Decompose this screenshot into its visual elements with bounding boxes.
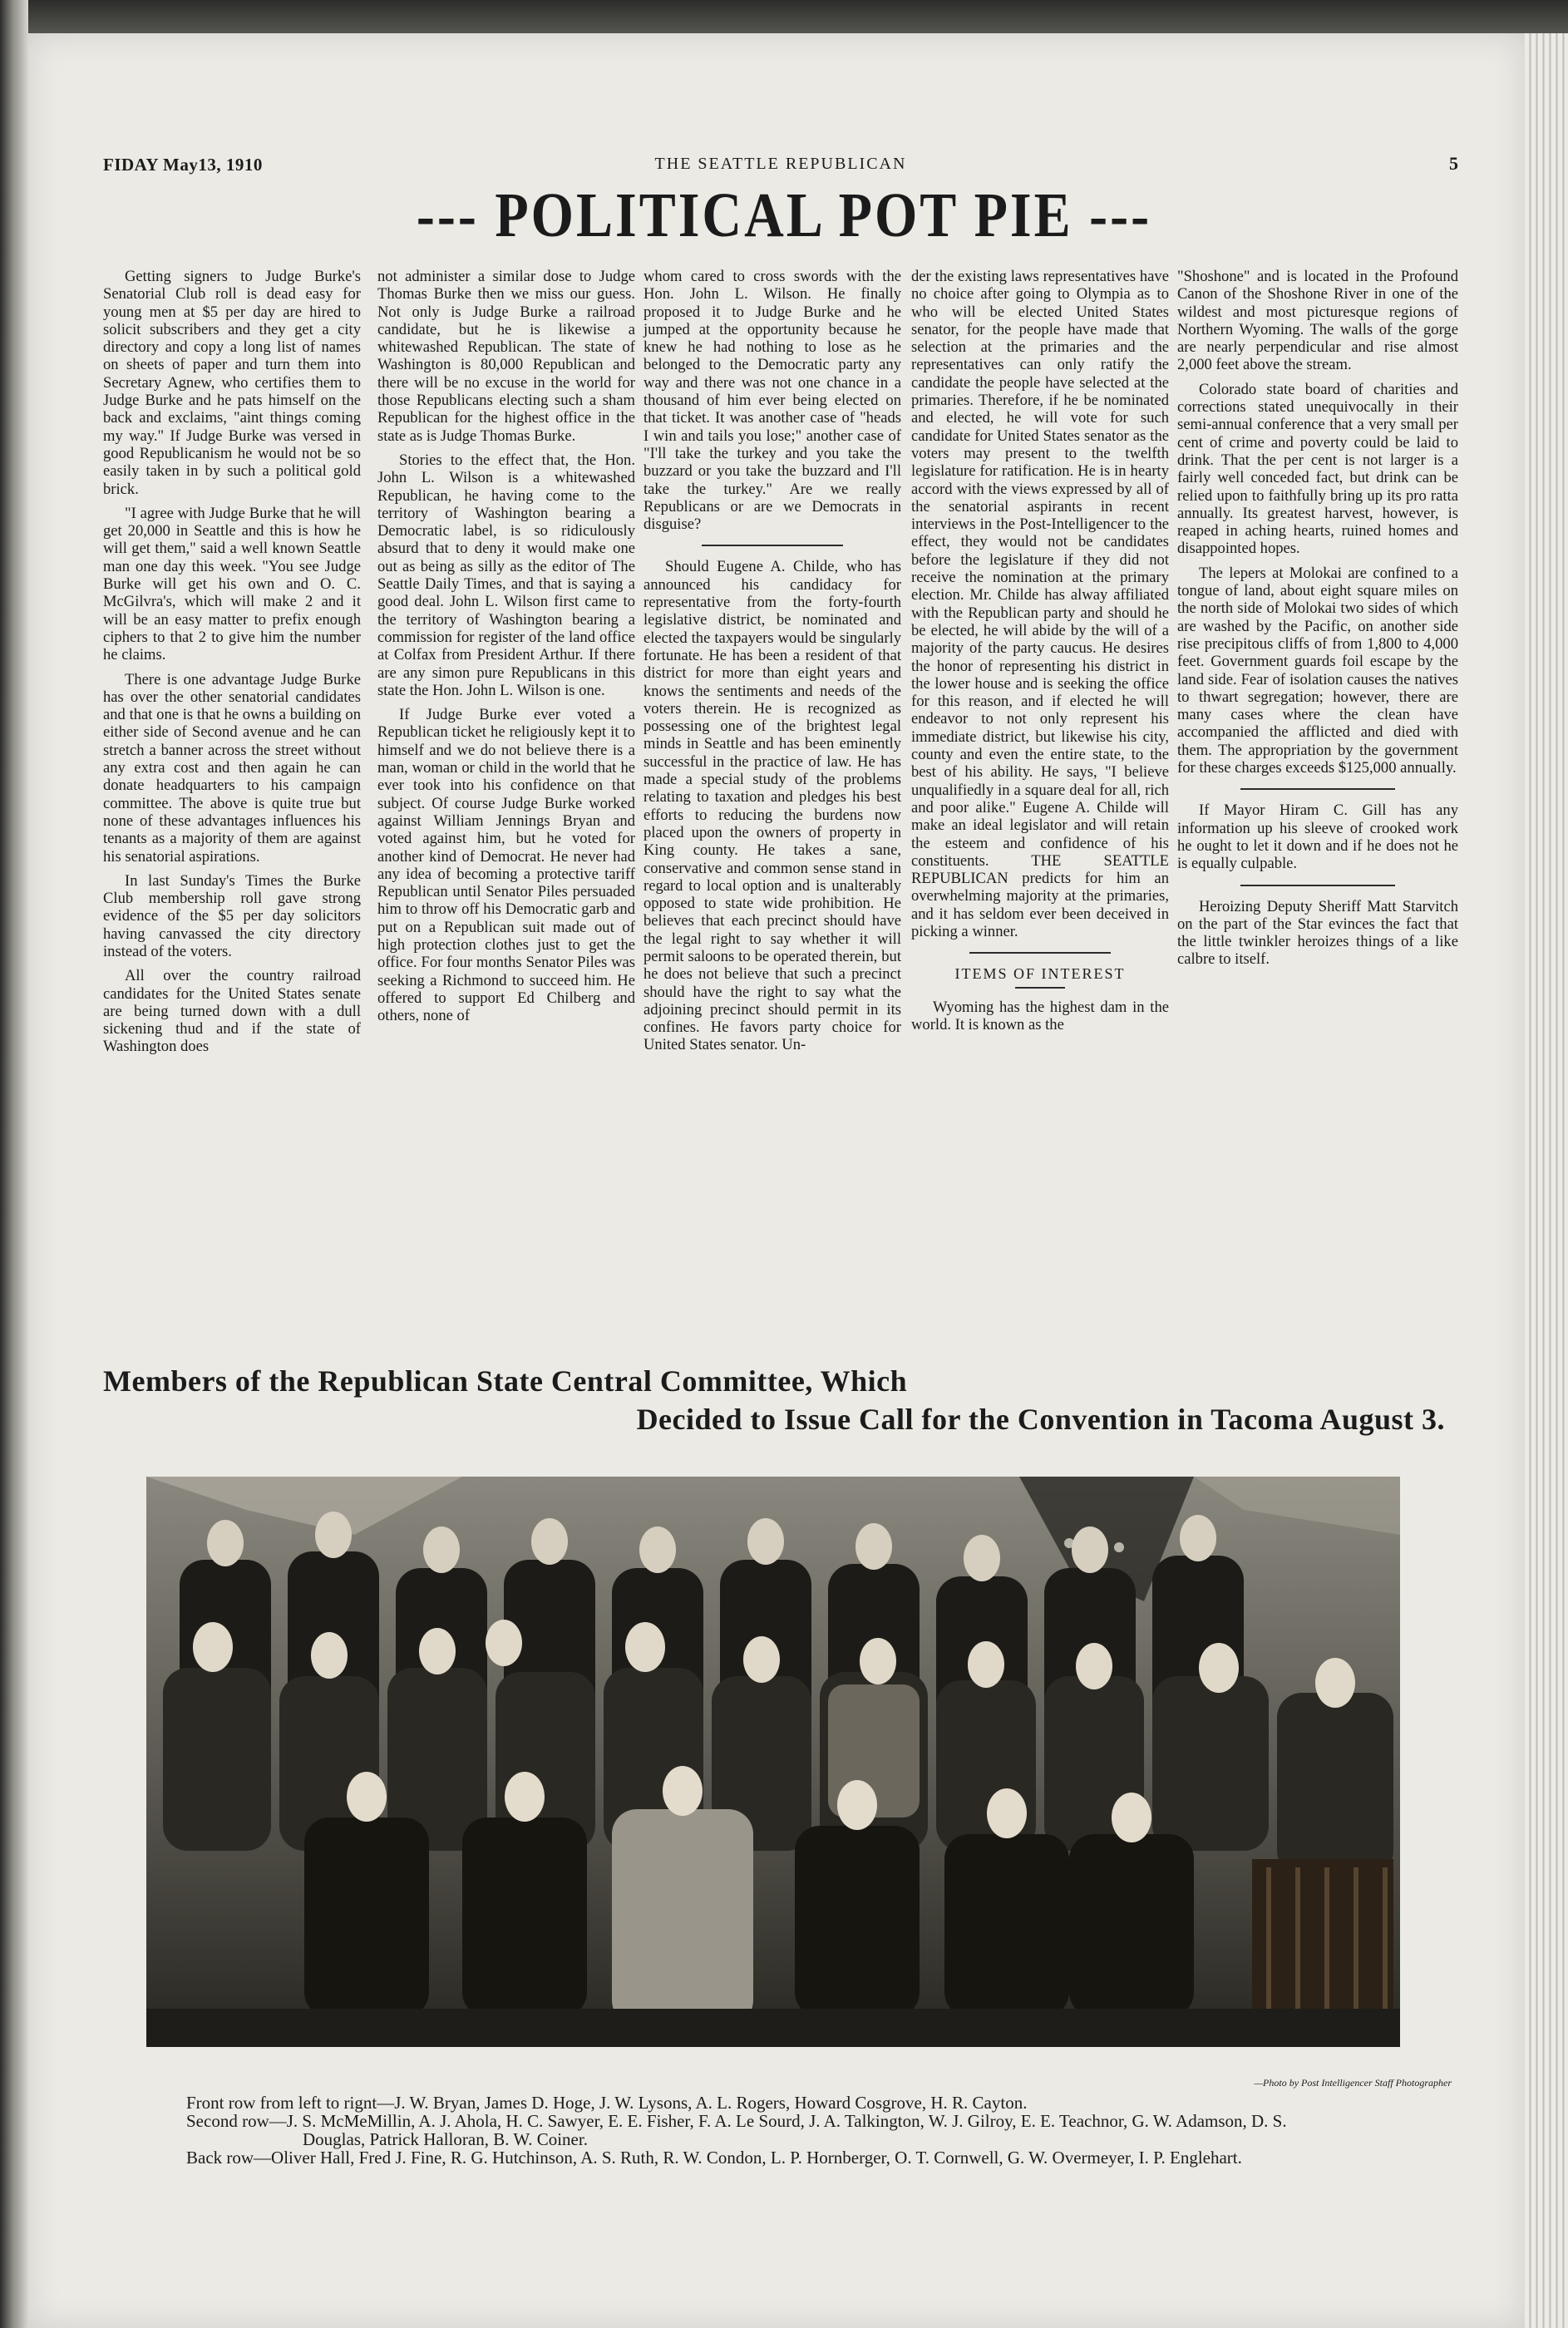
paragraph: There is one advantage Judge Burke has over the other senatorial candidates and that one is that he owns a building on either side of Second avenue and he can stretch a banner across the street without any extra cost and then again he can donate headquarters to his campaign committee. The above is quite true but none of these advantages influences his tenants as a majority of them are against his senatorial aspirations. (103, 670, 361, 866)
article-columns (103, 268, 1458, 1324)
divider (702, 545, 844, 546)
paragraph: whom cared to cross swords with the Hon. John L. Wilson. He finally proposed it to Judge Burke and he jumped at the opportunity because he knew he had nothing to lose as he belonged to the Democratic party any way and there was not one chance in a thousand of him ever being elected on that ticket. It was another case of "heads I win and tails you lose;" another case of "I'll take the turkey and you take the buzzard or you take the buzzard and I'll take the turkey." Are we really Republicans or are we Democrats in disguise? (643, 268, 901, 534)
caption-second-row-cont: Douglas, Patrick Halloran, B. W. Coiner. (303, 2129, 588, 2149)
paragraph: not administer a similar dose to Judge Thomas Burke then we miss our guess. Not only is Judge Burke a railroad candidate, but he is likewise a whitewashed Republican. The state of Washington is 80,000 Republican and there will be no excuse in the world for those Republicans electing such a sham Republican for the highest office in the state as is Judge Thomas Burke. (377, 268, 635, 445)
paper-name: THE SEATTLE REPUBLICAN (654, 155, 907, 173)
column-4 (911, 268, 1169, 1324)
photo-title-line-1: Members of the Republican State Central Committee, Which (103, 1364, 908, 1398)
paragraph: Heroizing Deputy Sheriff Matt Starvitch on the part of the Star evinces the fact that the little twinkler heroizes things of a like calbre to itself. (1177, 897, 1458, 969)
paragraph: If Judge Burke ever voted a Republican ticket he religiously kept it to himself and we do not believe there is a man, woman or child in the world that he ever took into his confidence on that subject. Of course Judge Burke worked against William Jennings Bryan and voted against him, but he voted for another kind of Democrat. He never had any idea of becoming a protective tariff Republican until Senator Piles persuaded him to throw off his Democratic garb and put on a Republican suit made out of high protection clothes just to get the office. For four months Senator Piles was seeking a Richmond to succeed him. He offered to support Ed Chilberg and others, none of (377, 706, 635, 1025)
paragraph: In last Sunday's Times the Burke Club membership roll gave strong evidence of the $5 per day solicitors having canvassed the city directory instead of the voters. (103, 871, 361, 960)
divider (1240, 885, 1395, 886)
photo-caption (103, 2094, 1458, 2167)
page-number: 5 (1449, 153, 1458, 174)
paragraph: "Shoshone" and is located in the Profound Canon of the Shoshone River in one of the wildest and most picturesque regions of Northern Wyoming. The walls of the gorge are nearly perpendicular and rise almost 2,000 feet above the stream. (1177, 268, 1458, 374)
paragraph: Stories to the effect that, the Hon. John L. Wilson is a whitewashed Republican, he having come to the territory of Washington bearing a Democratic label, is so ridiculously absurd that to deny it would make one out as being as silly as the editor of The Seattle Daily Times, and that is saying a good deal. John L. Wilson first came to the territory of Washington bearing a commission for register of the land office at Colfax from President Arthur. If there are any simon pure Republicans in this state the Hon. John L. Wilson is one. (377, 451, 635, 699)
issue-date: FIDAY May13, 1910 (103, 155, 263, 175)
page-edges (1525, 33, 1568, 2328)
scan-top-shadow (0, 0, 1568, 33)
divider (1015, 987, 1065, 989)
caption-back-row: Back row—Oliver Hall, Fred J. Fine, R. G. Hutchinson, A. S. Ruth, R. W. Condon, L. P. Hornberger, O. T. Cornwell, G. W. Overmeyer, I. P. Englehart. (186, 2148, 1242, 2168)
book-spine (0, 0, 28, 2328)
paragraph: If Mayor Hiram C. Gill has any information up his sleeve of crooked work he ought to let it down and if he does not he is equally culpable. (1177, 801, 1458, 873)
caption-second-row: Second row—J. S. McMeMillin, A. J. Ahola, H. C. Sawyer, E. E. Fisher, F. A. Le Sourd, J. A. Talkington, W. J. Gilroy, E. E. Teachnor, G. W. Adamson, D. S. (186, 2111, 1287, 2131)
column-2 (377, 268, 635, 1324)
paragraph: Colorado state board of charities and corrections stated unequivocally in their semi-annual conference that a very small per cent of crime and poverty could be laid to drink. That the per cent is not larger is a fairly well conceded fact, but drink can be relied upon to faithfully bring up its pro ratta annually. Its greatest harvest, however, is reaped in aching hearts, ruined homes and disappointed hopes. (1177, 380, 1458, 558)
photo-credit: —Photo by Post Intelligencer Staff Photographer (1254, 2077, 1452, 2089)
paragraph: The lepers at Molokai are confined to a tongue of land, about eight square miles on the north side of Molokai two sides of which are washed by the Pacific, on another side rise precipitous cliffs of from 1,800 to 4,000 feet. Government guards foil escape by the land side. Fear of isolation causes the natives to thwart segregation; however, there are many cases where the clean have accompanied the afflicted and died with them. The appropriation by the government for these charges exceeds $125,000 annually. (1177, 564, 1458, 777)
column-1 (103, 268, 361, 1324)
paragraph: der the existing laws representatives have no choice after going to Olympia as to who will be elected United States senator, for the people have made that selection at the primaries and the representatives can only ratify the candidate the people have selected at the primaries. Therefore, if he be nominated and elected, he will vote for such candidate for United States senator as the voters may present to the twelfth legislature for ratification. He is in hearty accord with the views expressed by all of the senatorial aspirants in recent interviews in the Post-Intelligencer to the effect, they would not be candidates before the legislature if they did not receive the nomination at the primary election. Mr. Childe has alway affiliated with the Republican party and should he be elected, he will abide by the will of a majority of the party caucus. He desires the honor of representing his district in the lower house and is seeking the office for this reason, and if elected he will endeavor to not only represent his immediate district, but likewise his city, county and even the entire state, to the best of his ability. He says, "I believe unqualifiedly in a square deal for all, rich and poor alike." Eugene A. Childe will make an ideal legislator and will retain the esteem and confidence of his constituents. THE SEATTLE REPUBLICAN predicts for him an overwhelming majority at the primaries, and it has seldom ever been deceived in picking a winner. (911, 268, 1169, 940)
paragraph: Getting signers to Judge Burke's Senatorial Club roll is dead easy for young men at $5 per day are hired to solicit subscribers and they get a city directory and copy a long list of names on sheets of paper and turn them into Secretary Agnew, who certifies them to Judge Burke and he pats himself on the back and exclaims, "aint things coming my way." If Judge Burke was versed in good Republicanism he would not be so easily taken in by such a political gold brick. (103, 268, 361, 498)
group-photo (146, 1477, 1400, 2047)
page-header (103, 150, 1458, 183)
paragraph: "I agree with Judge Burke that he will get 20,000 in Seattle and this is how he will get them," said a well known Seattle man one day this week. "You see Judge Burke will get his own and O. C. McGilvra's, which will make 2 and it will be an easy matter to prefix enough ciphers to that 2 to give him the number he claims. (103, 504, 361, 664)
column-5 (1177, 268, 1458, 1324)
paragraph: All over the country railroad candidates for the United States senate are being turned down with a dull sickening thud and if the state of Washington does (103, 967, 361, 1056)
column-3 (643, 268, 901, 1324)
divider (1240, 788, 1395, 790)
group-photo-illustration (146, 1477, 1400, 2047)
photo-title-line-2: Decided to Issue Call for the Convention in Tacoma August 3. (636, 1403, 1445, 1436)
headline: --- POLITICAL POT PIE --- (416, 180, 1152, 251)
paragraph: Should Eugene A. Childe, who has announced his candidacy for representative from the forty-fourth legislative district, be nominated and elected the taxpayers would be singularly fortunate. He has been a resident of that district for more than eight years and knows the sentiments and needs of the voters therein. He is recognized as possessing one of the brightest legal minds in Seattle and has been eminently successful in the practice of law. He has made a special study of the problems relating to taxation and pledges his best efforts to reducing the burdens now placed upon the owners of property in King county. He takes a sane, conservative and common sense stand in regard to local option and is unalterably opposed to state wide prohibition. He believes that each precinct should have the legal right to say whether it will permit saloons to be operated therein, but he does not believe that such a precinct should have the right to say what the adjoining precinct should permit in its confines. He favors party choice for United States senator. Un- (643, 558, 901, 1054)
paragraph: Wyoming has the highest dam in the world. It is known as the (911, 998, 1169, 1033)
caption-front-row: Front row from left to rignt—J. W. Bryan, James D. Hoge, J. W. Lysons, A. L. Rogers, Howard Cosgrove, H. R. Cayton. (186, 2093, 1028, 2113)
items-of-interest-title: ITEMS OF INTEREST (954, 965, 1126, 983)
divider (969, 952, 1112, 954)
